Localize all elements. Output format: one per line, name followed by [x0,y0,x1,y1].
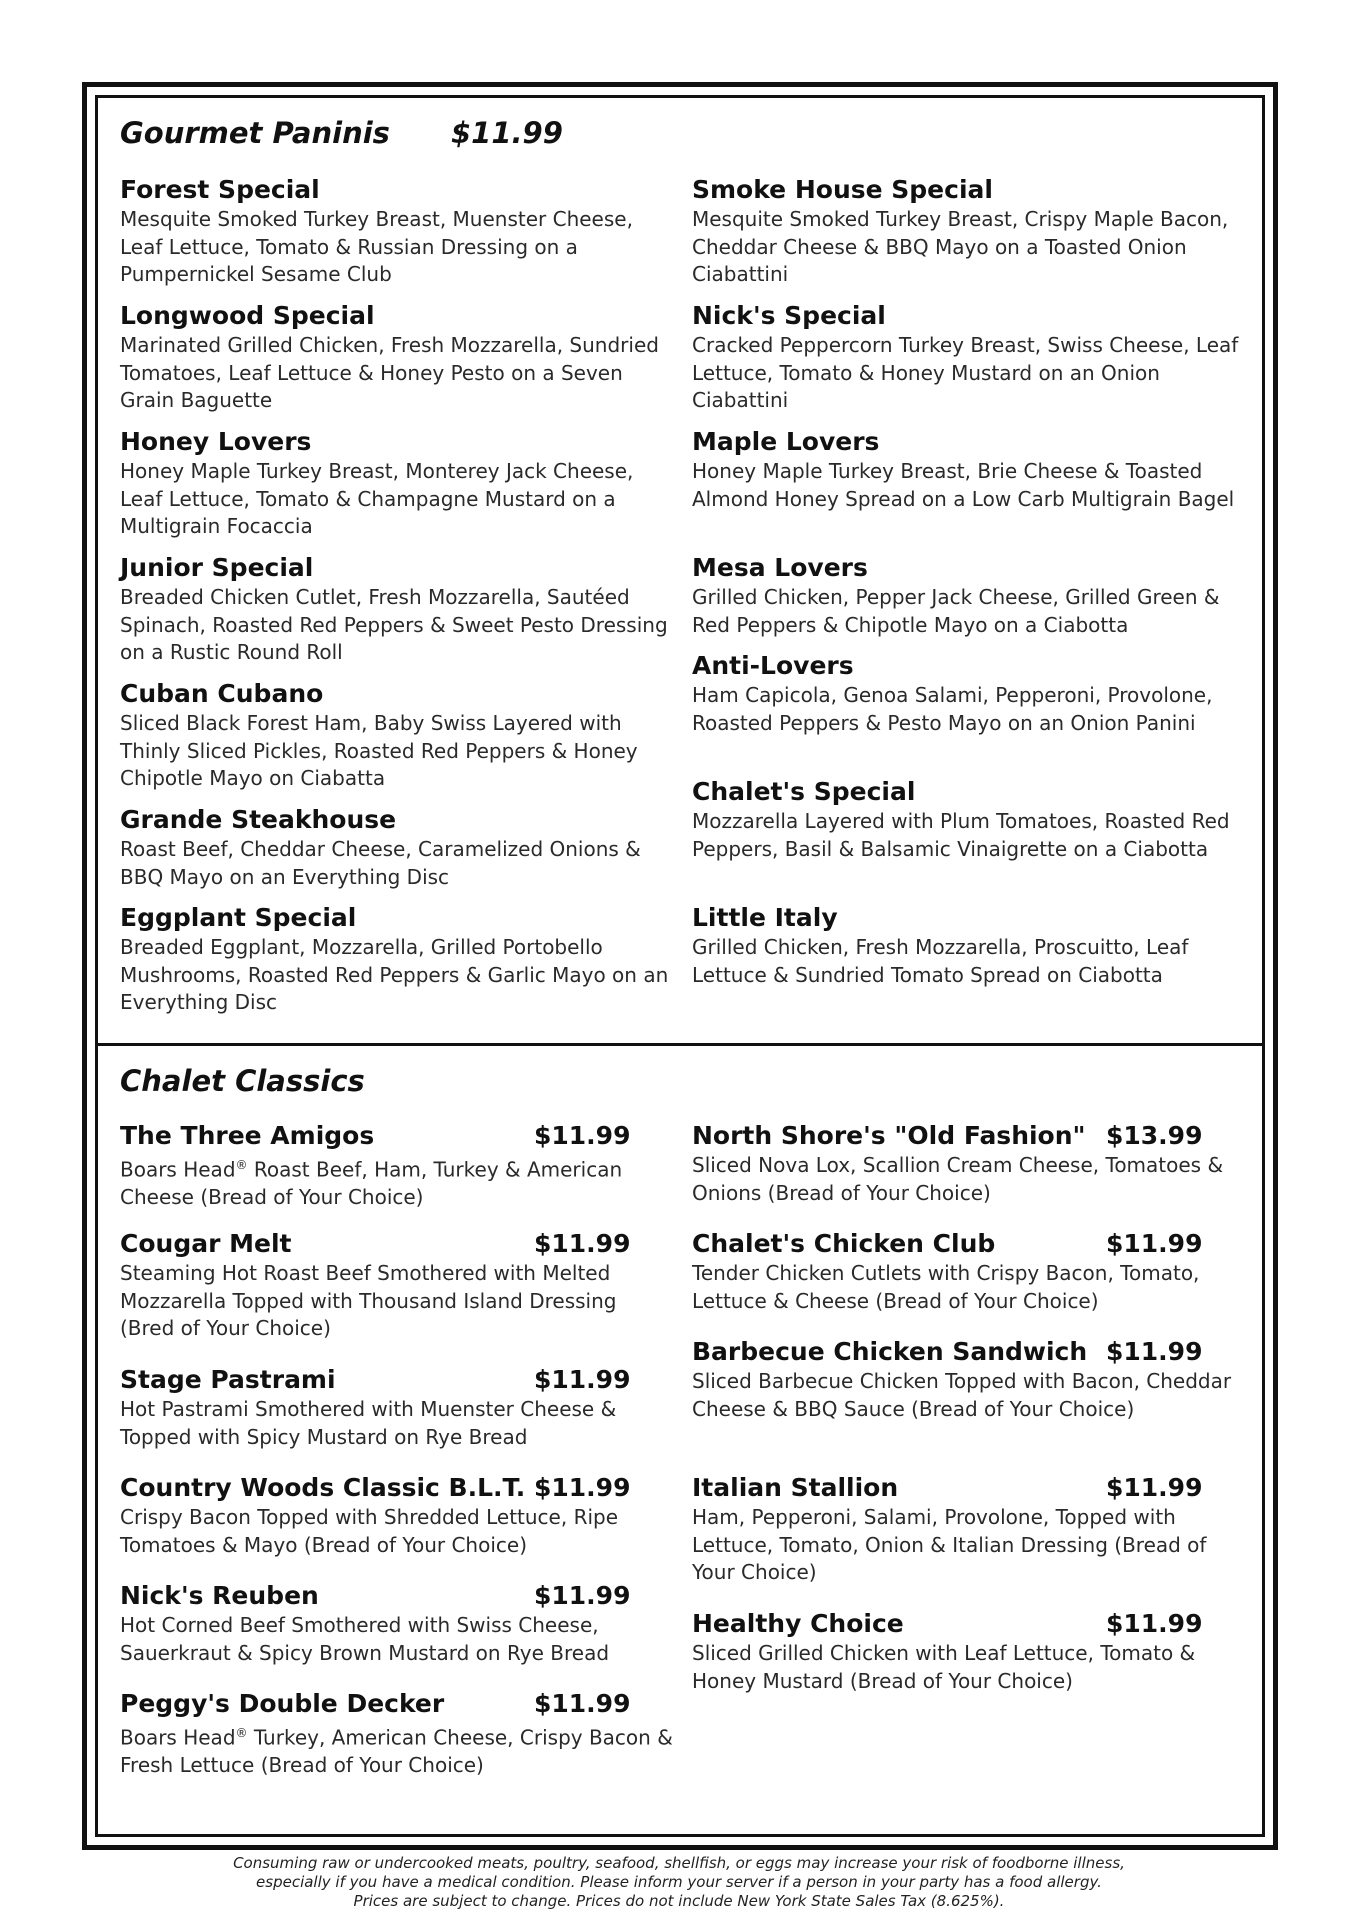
item-description: Sliced Nova Lox, Scallion Cream Cheese, Tomatoes & Onions (Bread of Your Choice) [692,1153,1224,1205]
item-description: Mesquite Smoked Turkey Breast, Crispy Maple Bacon, Cheddar Cheese & BBQ Mayo on a Toasted Onion Ciabattini [692,207,1229,286]
item-name: Eggplant Special [120,903,357,932]
item-name: Longwood Special [120,301,375,330]
registered-mark: ® [235,1726,248,1740]
item-name: Cuban Cubano [120,679,324,708]
item-description: Boars Head® Roast Beef, Ham, Turkey & American Cheese (Bread of Your Choice) [120,1157,623,1210]
item-name: North Shore's "Old Fashion" [692,1121,1086,1150]
item-price: $11.99 [1106,1473,1203,1502]
item-name: Cougar Melt [120,1229,292,1258]
item-name: Honey Lovers [120,427,312,456]
menu-item [692,650,1247,737]
menu-item [120,1364,675,1451]
item-description: Hot Pastrami Smothered with Muenster Cheese & Topped with Spicy Mustard on Rye Bread [120,1397,617,1449]
item-description: Mozzarella Layered with Plum Tomatoes, Roasted Red Peppers, Basil & Balsamic Vinaigrette on a Ciabotta [692,809,1230,861]
item-description: Marinated Grilled Chicken, Fresh Mozzarella, Sundried Tomatoes, Leaf Lettuce & Honey Pesto on a Seven Grain Baguette [120,333,659,412]
item-name: Smoke House Special [692,175,993,204]
menu-item [692,174,1247,289]
footer-disclaimer [0,1854,1358,1911]
menu-item [120,1472,675,1559]
item-name: Grande Steakhouse [120,805,397,834]
item-description: Honey Maple Turkey Breast, Monterey Jack Cheese, Leaf Lettuce, Tomato & Champagne Mustard on a Multigrain Focaccia [120,459,634,538]
disclaimer-line: Consuming raw or undercooked meats, poultry, seafood, shellfish, or eggs may increase your risk of foodborne illness, [233,1854,1125,1872]
section-divider [95,1043,1265,1046]
menu-item [692,300,1247,415]
menu-item [692,1336,1247,1423]
menu-item [692,1120,1247,1207]
menu-item [692,426,1247,513]
menu-item [120,552,675,667]
menu-item [120,902,675,1017]
item-price: $11.99 [534,1365,631,1394]
item-name: Forest Special [120,175,320,204]
item-name: Barbecue Chicken Sandwich [692,1337,1088,1366]
item-name: Nick's Special [692,301,886,330]
menu-item [692,902,1247,989]
menu-item [692,776,1247,863]
menu-item [692,1608,1247,1695]
item-description: Breaded Chicken Cutlet, Fresh Mozzarella, Sautéed Spinach, Roasted Red Peppers & Sweet Pesto Dressing on a Rustic Round Roll [120,585,668,664]
item-price: $11.99 [534,1473,631,1502]
paninis-title: Gourmet Paninis [120,116,390,150]
item-name: Country Woods Classic B.L.T. [120,1473,526,1502]
item-name: Healthy Choice [692,1609,904,1638]
registered-mark: ® [235,1158,248,1172]
item-price: $11.99 [534,1121,631,1150]
item-description: Ham, Pepperoni, Salami, Provolone, Topped with Lettuce, Tomato, Onion & Italian Dressing (Bread of Your Choice) [692,1505,1207,1584]
item-description: Sliced Grilled Chicken with Leaf Lettuce, Tomato & Honey Mustard (Bread of Your Choice) [692,1641,1196,1693]
item-name: Nick's Reuben [120,1581,319,1610]
item-description: Tender Chicken Cutlets with Crispy Bacon, Tomato, Lettuce & Cheese (Bread of Your Choice) [692,1261,1200,1313]
item-name: Little Italy [692,903,838,932]
item-name: Anti-Lovers [692,651,854,680]
disclaimer-line: Prices are subject to change. Prices do not include New York State Sales Tax (8.625%). [353,1892,1005,1910]
item-name: Italian Stallion [692,1473,899,1502]
item-price: $11.99 [1106,1609,1203,1638]
paninis-price: $11.99 [451,116,563,150]
item-description: Breaded Eggplant, Mozzarella, Grilled Portobello Mushrooms, Roasted Red Peppers & Garlic Mayo on an Everything Disc [120,935,669,1014]
item-description: Cracked Peppercorn Turkey Breast, Swiss Cheese, Leaf Lettuce, Tomato & Honey Mustard on an Onion Ciabattini [692,333,1239,412]
menu-item [120,300,675,415]
classics-title: Chalet Classics [120,1064,365,1098]
menu-item [120,1228,675,1343]
item-description: Ham Capicola, Genoa Salami, Pepperoni, Provolone, Roasted Peppers & Pesto Mayo on an Onion Panini [692,683,1213,735]
item-name: Mesa Lovers [692,553,868,582]
item-description: Steaming Hot Roast Beef Smothered with Melted Mozzarella Topped with Thousand Island Dressing (Bred of Your Choice) [120,1261,617,1340]
item-price: $13.99 [1106,1121,1203,1150]
item-price: $11.99 [1106,1337,1203,1366]
menu-item [120,1120,675,1212]
item-description: Sliced Barbecue Chicken Topped with Bacon, Cheddar Cheese & BBQ Sauce (Bread of Your Choice) [692,1369,1232,1421]
item-price: $11.99 [1106,1229,1203,1258]
item-name: Stage Pastrami [120,1365,336,1394]
item-price: $11.99 [534,1581,631,1610]
menu-item [120,1580,675,1667]
item-description: Sliced Black Forest Ham, Baby Swiss Layered with Thinly Sliced Pickles, Roasted Red Peppers & Honey Chipotle Mayo on Ciabatta [120,711,638,790]
menu-item [120,804,675,891]
item-description: Grilled Chicken, Pepper Jack Cheese, Grilled Green & Red Peppers & Chipotle Mayo on a Ciabotta [692,585,1220,637]
item-description: Roast Beef, Cheddar Cheese, Caramelized Onions & BBQ Mayo on an Everything Disc [120,837,641,889]
item-description: Grilled Chicken, Fresh Mozzarella, Proscuitto, Leaf Lettuce & Sundried Tomato Spread on Ciabotta [692,935,1189,987]
menu-item [120,174,675,289]
menu-item [120,678,675,793]
item-description: Honey Maple Turkey Breast, Brie Cheese & Toasted Almond Honey Spread on a Low Carb Multigrain Bagel [692,459,1235,511]
item-name: Chalet's Chicken Club [692,1229,996,1258]
menu-item [692,552,1247,639]
item-price: $11.99 [534,1689,631,1718]
menu-item [692,1472,1247,1587]
item-description: Crispy Bacon Topped with Shredded Lettuce, Ripe Tomatoes & Mayo (Bread of Your Choice) [120,1505,619,1557]
item-description: Boars Head® Turkey, American Cheese, Crispy Bacon & Fresh Lettuce (Bread of Your Choice) [120,1725,673,1778]
menu-item [692,1228,1247,1315]
item-name: Maple Lovers [692,427,880,456]
item-price: $11.99 [534,1229,631,1258]
item-name: Chalet's Special [692,777,916,806]
item-name: The Three Amigos [120,1121,375,1150]
disclaimer-line: especially if you have a medical condition. Please inform your server if a person in your party has a food allergy. [256,1873,1102,1891]
item-description: Hot Corned Beef Smothered with Swiss Cheese, Sauerkraut & Spicy Brown Mustard on Rye Bread [120,1613,610,1665]
item-name: Junior Special [120,553,314,582]
item-description: Mesquite Smoked Turkey Breast, Muenster Cheese, Leaf Lettuce, Tomato & Russian Dressing on a Pumpernickel Sesame Club [120,207,633,286]
item-name: Peggy's Double Decker [120,1689,445,1718]
menu-item [120,426,675,541]
menu-item [120,1688,675,1780]
